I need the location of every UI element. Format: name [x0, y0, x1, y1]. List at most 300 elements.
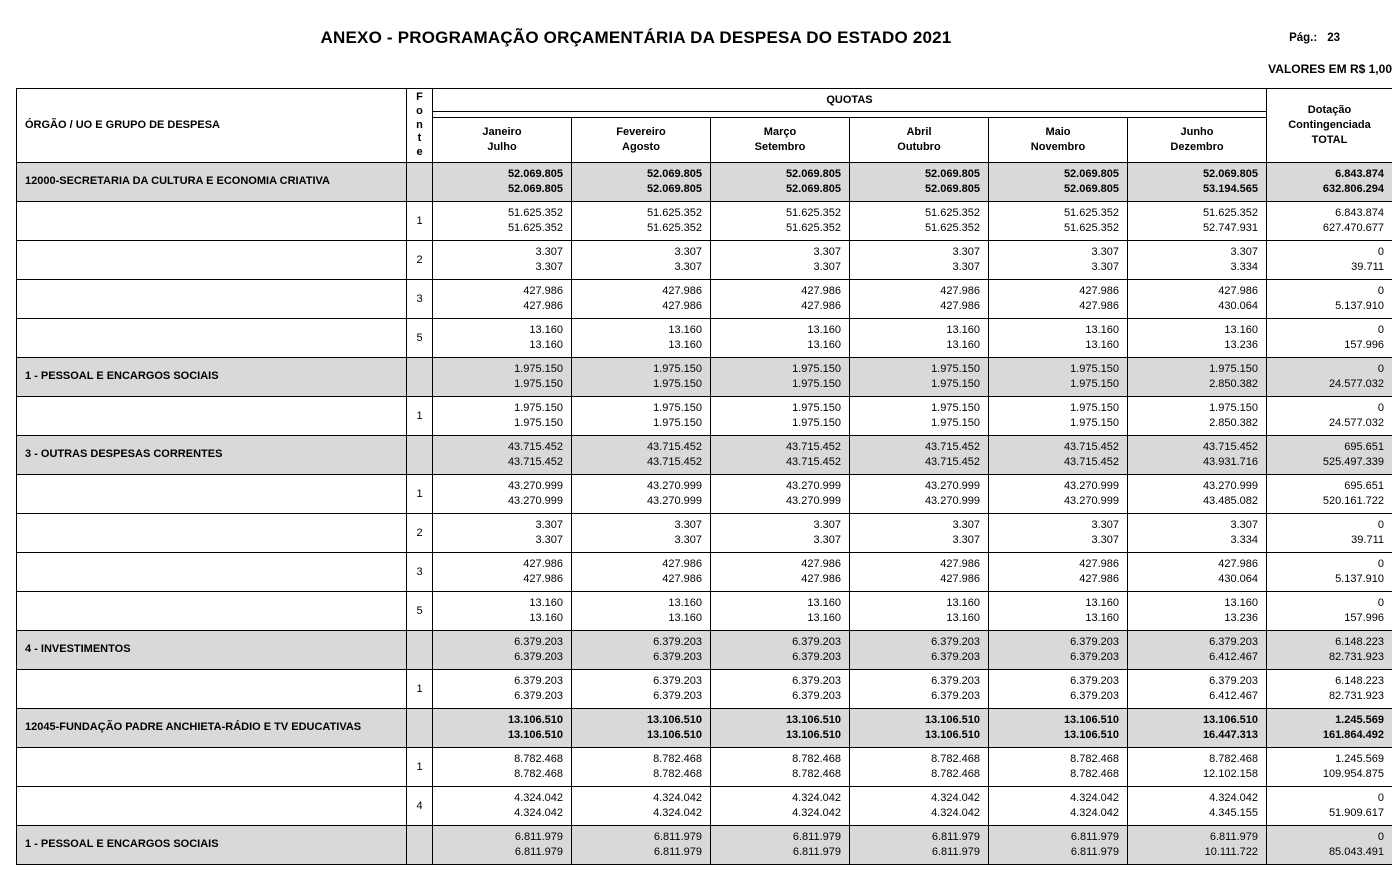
cell-line1: 4.324.042	[1209, 791, 1258, 804]
row-quota-cell	[1128, 747, 1267, 786]
cell-line1: 8.782.468	[931, 752, 980, 765]
cell-line1: 6.379.203	[514, 674, 563, 687]
table-header	[17, 89, 1392, 163]
cell-line2: 8.782.468	[792, 767, 841, 780]
cell-line2: 13.160	[807, 611, 841, 624]
cell-line1: 3.307	[674, 518, 702, 531]
cell-line2: 51.625.352	[1063, 221, 1119, 234]
cell-line1: 3.307	[952, 245, 980, 258]
row-total-cell	[1267, 630, 1392, 669]
row-fonte: 1	[407, 201, 433, 240]
cell-line1: 43.715.452	[507, 440, 563, 453]
cell-line2: 1.975.150	[514, 377, 563, 390]
cell-line2: 8.782.468	[931, 767, 980, 780]
cell-line2: 6.811.979	[1070, 845, 1119, 858]
row-fonte	[407, 435, 433, 474]
cell-line2: 4.324.042	[792, 806, 841, 819]
budget-table	[16, 88, 1392, 865]
cell-line2: 5.137.910	[1335, 299, 1384, 312]
row-quota-cell	[1128, 708, 1267, 747]
cell-line2: 10.111.722	[1204, 845, 1258, 858]
row-quota-cell	[989, 825, 1128, 864]
row-quota-cell	[850, 162, 989, 201]
row-quota-cell	[572, 357, 711, 396]
row-quota-cell	[850, 474, 989, 513]
row-quota-cell	[711, 786, 850, 825]
cell-line1: 8.782.468	[653, 752, 702, 765]
row-label: 12000-SECRETARIA DA CULTURA E ECONOMIA CRIATIVA	[17, 162, 407, 201]
cell-line2: 3.307	[1091, 533, 1119, 546]
cell-line2: 6.811.979	[514, 845, 563, 858]
cell-line2: 427.986	[662, 572, 702, 585]
row-quota-cell	[711, 591, 850, 630]
row-quota-cell	[989, 513, 1128, 552]
row-quota-cell	[1128, 279, 1267, 318]
header-month-2	[572, 117, 711, 162]
row-quota-cell	[1128, 786, 1267, 825]
cell-line1: 427.986	[1218, 557, 1258, 570]
cell-line2: 52.069.805	[507, 182, 563, 195]
cell-line2: 3.334	[1230, 260, 1258, 273]
row-quota-cell	[989, 786, 1128, 825]
row-fonte	[407, 825, 433, 864]
cell-line2: 13.160	[1085, 611, 1119, 624]
row-quota-cell	[572, 747, 711, 786]
table-row	[17, 162, 1392, 201]
cell-line1: 0	[1377, 245, 1384, 258]
cell-line1: 427.986	[801, 557, 841, 570]
cell-line1: 8.782.468	[514, 752, 563, 765]
page-number-value: 23	[1327, 32, 1340, 44]
cell-line2: 43.270.999	[1063, 494, 1119, 507]
row-fonte: 1	[407, 669, 433, 708]
row-total-cell	[1267, 474, 1392, 513]
row-quota-cell	[989, 630, 1128, 669]
cell-line1: 3.307	[535, 245, 563, 258]
cell-line2: 13.160	[1085, 338, 1119, 351]
row-quota-cell	[572, 240, 711, 279]
cell-line2: 8.782.468	[514, 767, 563, 780]
row-quota-cell	[850, 825, 989, 864]
cell-line1: 4.324.042	[931, 791, 980, 804]
cell-line2: 157.996	[1344, 611, 1384, 624]
cell-line2: 82.731.923	[1328, 689, 1384, 702]
cell-line1: 52.069.805	[785, 167, 841, 180]
cell-line1: 3.307	[813, 518, 841, 531]
table-row	[17, 240, 1392, 279]
cell-line2: 632.806.294	[1322, 182, 1384, 195]
cell-line1: 3.307	[1091, 518, 1119, 531]
cell-line2: 1.975.150	[514, 416, 563, 429]
cell-line2: 6.379.203	[931, 689, 980, 702]
currency-note: VALORES EM R$ 1,00	[1268, 62, 1392, 76]
row-quota-cell	[433, 786, 572, 825]
cell-line2: 5.137.910	[1335, 572, 1384, 585]
cell-line1: 43.715.452	[646, 440, 702, 453]
cell-line1: 6.843.874	[1335, 167, 1384, 180]
cell-line1: 427.986	[523, 557, 563, 570]
table-row	[17, 435, 1392, 474]
row-total-cell	[1267, 318, 1392, 357]
row-quota-cell	[572, 318, 711, 357]
page-title: ANEXO - PROGRAMAÇÃO ORÇAMENTÁRIA DA DESPESA DO ESTADO 2021	[320, 28, 952, 47]
row-total-cell	[1267, 240, 1392, 279]
cell-line1: 13.160	[1224, 323, 1258, 336]
cell-line2: 39.711	[1351, 533, 1384, 546]
cell-line1: 1.975.150	[792, 401, 841, 414]
cell-line2: 3.307	[813, 260, 841, 273]
cell-line2: 3.307	[952, 260, 980, 273]
row-quota-cell	[433, 474, 572, 513]
cell-line2: 427.986	[523, 299, 563, 312]
header-dotacao-line2: Contingenciada	[1288, 118, 1371, 131]
cell-line2: 4.324.042	[514, 806, 563, 819]
cell-line2: 430.064	[1218, 572, 1258, 585]
cell-line2: 24.577.032	[1328, 377, 1384, 390]
row-quota-cell	[1128, 240, 1267, 279]
cell-line1: 1.975.150	[1209, 401, 1258, 414]
cell-line2: 43.715.452	[507, 455, 563, 468]
row-quota-cell	[1128, 513, 1267, 552]
cell-line1: 427.986	[940, 284, 980, 297]
cell-line2: 6.379.203	[653, 689, 702, 702]
cell-line1: 6.379.203	[792, 635, 841, 648]
row-quota-cell	[989, 279, 1128, 318]
row-label	[17, 396, 407, 435]
row-label	[17, 240, 407, 279]
cell-line1: 52.069.805	[924, 167, 980, 180]
cell-line2: 13.160	[946, 338, 980, 351]
table-row	[17, 396, 1392, 435]
row-quota-cell	[1128, 357, 1267, 396]
page-number-label: Pág.:	[1289, 32, 1318, 44]
cell-line1: 6.148.223	[1335, 635, 1384, 648]
cell-line2: 8.782.468	[653, 767, 702, 780]
header-org: ÓRGÃO / UO E GRUPO DE DESPESA	[17, 89, 407, 163]
cell-line1: 695.651	[1344, 440, 1384, 453]
cell-line1: 8.782.468	[1209, 752, 1258, 765]
cell-line1: 6.811.979	[1070, 830, 1119, 843]
cell-line1: 13.160	[1224, 596, 1258, 609]
cell-line2: 3.307	[674, 260, 702, 273]
cell-line2: 6.379.203	[514, 650, 563, 663]
row-quota-cell	[433, 591, 572, 630]
cell-line1: 4.324.042	[792, 791, 841, 804]
cell-line1: 52.069.805	[507, 167, 563, 180]
cell-line2: 13.160	[668, 338, 702, 351]
cell-line2: 8.782.468	[1070, 767, 1119, 780]
cell-line1: 8.782.468	[1070, 752, 1119, 765]
cell-line1: 51.625.352	[785, 206, 841, 219]
cell-line2: 520.161.722	[1322, 494, 1384, 507]
cell-line2: 85.043.491	[1328, 845, 1384, 858]
cell-line1: 0	[1377, 830, 1384, 843]
table-row	[17, 708, 1392, 747]
cell-line1: 13.160	[529, 596, 563, 609]
cell-line1: 6.811.979	[653, 830, 702, 843]
cell-line1: 0	[1377, 284, 1384, 297]
cell-line2: 427.986	[801, 299, 841, 312]
header-month-line2: Outubro	[897, 140, 941, 153]
header-month-line2: Dezembro	[1170, 140, 1224, 153]
row-quota-cell	[850, 669, 989, 708]
cell-line2: 427.986	[1079, 572, 1119, 585]
row-quota-cell	[989, 474, 1128, 513]
header-month-line1: Abril	[906, 125, 932, 138]
cell-line1: 51.625.352	[646, 206, 702, 219]
cell-line2: 6.811.979	[931, 845, 980, 858]
cell-line1: 13.160	[807, 323, 841, 336]
row-quota-cell	[989, 747, 1128, 786]
cell-line2: 6.379.203	[931, 650, 980, 663]
cell-line1: 43.270.999	[785, 479, 841, 492]
row-label	[17, 591, 407, 630]
cell-line1: 1.245.569	[1335, 752, 1384, 765]
cell-line2: 43.270.999	[924, 494, 980, 507]
row-quota-cell	[433, 162, 572, 201]
cell-line2: 4.324.042	[931, 806, 980, 819]
cell-line2: 1.975.150	[931, 416, 980, 429]
cell-line1: 43.270.999	[646, 479, 702, 492]
cell-line1: 6.379.203	[1070, 674, 1119, 687]
row-quota-cell	[711, 630, 850, 669]
cell-line2: 52.747.931	[1202, 221, 1258, 234]
cell-line1: 6.811.979	[931, 830, 980, 843]
cell-line1: 43.715.452	[1202, 440, 1258, 453]
cell-line2: 4.324.042	[1070, 806, 1119, 819]
row-label: 1 - PESSOAL E ENCARGOS SOCIAIS	[17, 825, 407, 864]
header-month-line1: Junho	[1180, 125, 1214, 138]
row-label	[17, 318, 407, 357]
row-quota-cell	[711, 279, 850, 318]
row-label: 1 - PESSOAL E ENCARGOS SOCIAIS	[17, 357, 407, 396]
cell-line2: 24.577.032	[1328, 416, 1384, 429]
row-total-cell	[1267, 825, 1392, 864]
row-quota-cell	[572, 669, 711, 708]
row-fonte: 5	[407, 591, 433, 630]
row-quota-cell	[989, 669, 1128, 708]
table-row	[17, 201, 1392, 240]
row-quota-cell	[572, 513, 711, 552]
cell-line2: 52.069.805	[646, 182, 702, 195]
row-quota-cell	[433, 357, 572, 396]
cell-line2: 13.160	[946, 611, 980, 624]
cell-line1: 13.106.510	[924, 713, 980, 726]
cell-line2: 6.379.203	[653, 650, 702, 663]
row-quota-cell	[433, 513, 572, 552]
cell-line1: 695.651	[1344, 479, 1384, 492]
cell-line2: 3.307	[674, 533, 702, 546]
cell-line1: 6.811.979	[1209, 830, 1258, 843]
cell-line2: 3.307	[1091, 260, 1119, 273]
cell-line2: 13.236	[1224, 611, 1258, 624]
cell-line1: 13.160	[946, 596, 980, 609]
row-total-cell	[1267, 201, 1392, 240]
table-row	[17, 747, 1392, 786]
row-quota-cell	[572, 396, 711, 435]
row-quota-cell	[850, 591, 989, 630]
table-row	[17, 318, 1392, 357]
cell-line2: 43.931.716	[1202, 455, 1258, 468]
cell-line2: 3.307	[952, 533, 980, 546]
cell-line1: 43.270.999	[507, 479, 563, 492]
table-row	[17, 513, 1392, 552]
header-month-line1: Fevereiro	[616, 125, 666, 138]
row-quota-cell	[850, 396, 989, 435]
row-total-cell	[1267, 591, 1392, 630]
row-quota-cell	[850, 240, 989, 279]
cell-line1: 1.975.150	[1070, 362, 1119, 375]
cell-line1: 3.307	[952, 518, 980, 531]
cell-line1: 6.379.203	[1209, 635, 1258, 648]
row-quota-cell	[711, 318, 850, 357]
cell-line1: 13.160	[668, 596, 702, 609]
cell-line2: 3.307	[535, 260, 563, 273]
row-fonte: 4	[407, 786, 433, 825]
cell-line1: 8.782.468	[792, 752, 841, 765]
cell-line1: 6.379.203	[653, 635, 702, 648]
cell-line1: 43.270.999	[1202, 479, 1258, 492]
cell-line1: 1.245.569	[1335, 713, 1384, 726]
cell-line1: 13.106.510	[1063, 713, 1119, 726]
header-month-3	[711, 117, 850, 162]
row-quota-cell	[711, 747, 850, 786]
row-quota-cell	[711, 357, 850, 396]
row-fonte: 5	[407, 318, 433, 357]
row-quota-cell	[850, 552, 989, 591]
cell-line1: 13.106.510	[507, 713, 563, 726]
row-quota-cell	[433, 435, 572, 474]
cell-line1: 6.379.203	[1070, 635, 1119, 648]
row-quota-cell	[1128, 591, 1267, 630]
row-quota-cell	[1128, 201, 1267, 240]
cell-line2: 6.379.203	[792, 689, 841, 702]
cell-line1: 52.069.805	[1202, 167, 1258, 180]
row-quota-cell	[1128, 630, 1267, 669]
cell-line1: 51.625.352	[1063, 206, 1119, 219]
cell-line1: 0	[1377, 791, 1384, 804]
row-label	[17, 669, 407, 708]
row-quota-cell	[433, 552, 572, 591]
row-quota-cell	[572, 474, 711, 513]
cell-line1: 0	[1377, 557, 1384, 570]
row-total-cell	[1267, 669, 1392, 708]
row-quota-cell	[989, 240, 1128, 279]
row-quota-cell	[572, 552, 711, 591]
cell-line1: 0	[1377, 323, 1384, 336]
cell-line2: 43.270.999	[646, 494, 702, 507]
header-month-line2: Novembro	[1030, 140, 1086, 153]
row-quota-cell	[572, 201, 711, 240]
header-dotacao-line3: TOTAL	[1311, 133, 1348, 146]
row-total-cell	[1267, 786, 1392, 825]
cell-line2: 43.715.452	[646, 455, 702, 468]
header-month-line1: Março	[763, 125, 797, 138]
row-fonte: 2	[407, 240, 433, 279]
cell-line1: 3.307	[1230, 245, 1258, 258]
cell-line1: 13.160	[1085, 323, 1119, 336]
cell-line1: 1.975.150	[514, 401, 563, 414]
row-label	[17, 747, 407, 786]
table-row	[17, 279, 1392, 318]
row-quota-cell	[850, 708, 989, 747]
cell-line1: 13.160	[807, 596, 841, 609]
cell-line1: 13.160	[668, 323, 702, 336]
row-quota-cell	[850, 786, 989, 825]
row-fonte: 1	[407, 747, 433, 786]
cell-line2: 13.106.510	[646, 728, 702, 741]
cell-line2: 427.986	[662, 299, 702, 312]
cell-line1: 43.715.452	[1063, 440, 1119, 453]
cell-line2: 53.194.565	[1202, 182, 1258, 195]
cell-line1: 0	[1377, 362, 1384, 375]
row-quota-cell	[433, 747, 572, 786]
cell-line2: 43.270.999	[507, 494, 563, 507]
cell-line1: 1.975.150	[931, 362, 980, 375]
header-month-line2: Julho	[487, 140, 517, 153]
cell-line2: 13.160	[529, 611, 563, 624]
page-number	[1289, 32, 1340, 44]
row-fonte	[407, 357, 433, 396]
cell-line1: 1.975.150	[1070, 401, 1119, 414]
cell-line1: 52.069.805	[1063, 167, 1119, 180]
row-label	[17, 201, 407, 240]
cell-line2: 161.864.492	[1322, 728, 1384, 741]
cell-line2: 6.379.203	[514, 689, 563, 702]
row-quota-cell	[989, 552, 1128, 591]
row-label: 12045-FUNDAÇÃO PADRE ANCHIETA-RÁDIO E TV EDUCATIVAS	[17, 708, 407, 747]
cell-line2: 6.379.203	[792, 650, 841, 663]
row-quota-cell	[850, 201, 989, 240]
row-fonte	[407, 162, 433, 201]
cell-line2: 3.334	[1230, 533, 1258, 546]
row-quota-cell	[850, 630, 989, 669]
cell-line2: 4.324.042	[653, 806, 702, 819]
row-total-cell	[1267, 396, 1392, 435]
header-dotacao-contingenciada-total	[1267, 89, 1392, 163]
row-quota-cell	[711, 396, 850, 435]
table-row	[17, 474, 1392, 513]
row-label	[17, 474, 407, 513]
header-month-5	[989, 117, 1128, 162]
cell-line2: 1.975.150	[792, 416, 841, 429]
cell-line1: 0	[1377, 596, 1384, 609]
cell-line1: 3.307	[535, 518, 563, 531]
row-label	[17, 513, 407, 552]
cell-line1: 13.160	[946, 323, 980, 336]
cell-line2: 13.160	[668, 611, 702, 624]
cell-line1: 6.379.203	[931, 674, 980, 687]
row-quota-cell	[572, 708, 711, 747]
row-quota-cell	[711, 474, 850, 513]
cell-line2: 4.345.155	[1209, 806, 1258, 819]
row-label	[17, 786, 407, 825]
row-quota-cell	[711, 708, 850, 747]
cell-line1: 1.975.150	[514, 362, 563, 375]
cell-line1: 13.106.510	[785, 713, 841, 726]
row-quota-cell	[572, 591, 711, 630]
cell-line1: 0	[1377, 401, 1384, 414]
cell-line1: 427.986	[801, 284, 841, 297]
cell-line2: 427.986	[940, 572, 980, 585]
cell-line2: 6.811.979	[792, 845, 841, 858]
header-month-1	[433, 117, 572, 162]
row-quota-cell	[1128, 552, 1267, 591]
cell-line2: 430.064	[1218, 299, 1258, 312]
cell-line1: 13.160	[529, 323, 563, 336]
cell-line2: 39.711	[1351, 260, 1384, 273]
row-quota-cell	[989, 396, 1128, 435]
